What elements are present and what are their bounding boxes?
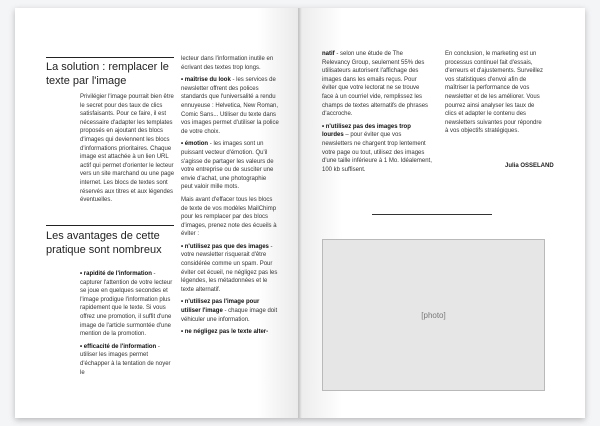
bullet-texte-alternatif (181, 328, 279, 337)
bullet-look-text: - les services de newsletter offrent des polices standards que l'universalité a rendu ennuyeuse : Helvetica, New Roman, Comic Sans... Utiliser du texte dans vos images permet d'utiliser la police de votre choix. (181, 77, 279, 135)
author-signature: Julia OSSELAND (505, 163, 554, 169)
bullet-rapidite-text: - capturer l'attention de votre lecteur se joue en quelques secondes et l'image prodigue l'information plus rapidement que le texte. Si vous offrez une promotion, il suffit d'une image de l'article surmontée d'une mention de la promotion. (80, 271, 173, 338)
bullet-emotion (181, 140, 279, 192)
paragraph-solution-text: Privilégier l'image pourrait bien être le secret pour des taux de clics satisfaisants. Pour ce faire, il est nécessaire d'adapter les templates proposés en ajoutant des blocs d'images qui deviennent les blocs d'informations prioritaires. Chaque image est attachée à un lien URL actif qui permet d'orienter le lecteur vers un site marchand ou une page internet. Les blocs de textes sont réservés aux titres et aux légendes éventuelles. (80, 94, 175, 204)
bullet-que-images-title: • n'utilisez pas que des images (181, 243, 269, 250)
bullet-efficacite-title: • efficacité de l'information (80, 343, 157, 350)
column-middle (181, 55, 279, 341)
bullet-look (181, 76, 279, 136)
bullet-list-left (80, 270, 175, 381)
spine-shadow (298, 8, 302, 418)
bullet-look-title: • maîtrise du look (181, 77, 231, 84)
column-right-1 (322, 50, 432, 178)
bullet-images-lourdes (322, 123, 432, 175)
bullet-image-pour-image-title: • n'utilisez pas l'image pour utiliser l'image (181, 299, 260, 315)
photo-couple-laptop (322, 239, 545, 391)
heading-rule-top (46, 57, 174, 58)
bullet-emotion-text: - les images sont un puissant vecteur d'émotion. Qu'il s'agisse de partager les valeurs de votre entreprise ou de susciter une envie d'achat, une photographie peut valoir mille mots. (181, 141, 274, 191)
heading-solution: La solution : remplacer le texte par l'image (46, 61, 169, 87)
bullet-rapidite-title: • rapidité de l'information (80, 271, 152, 277)
bullet-efficacite-text: - utiliser les images permet d'échapper à la tentation de noyer le (80, 343, 171, 376)
bullet-texte-alternatif-title: • ne négligez pas le texte alter- (181, 329, 269, 336)
natif-text: - selon une étude de The Relevancy Group, seulement 55% des utilisateurs autorisent l'affichage des images dans les emails reçus. Pour éviter que votre lectorat ne se trouve face à un courriel vide, remplissez les champs de textes alternatifs de phrases d'accroche. (322, 51, 429, 118)
bullet-images-lourdes-title: • n'utilisez pas des images trop lourdes (322, 123, 411, 139)
bullet-que-images-text: - votre newsletter risquerait d'être considérée comme un spam. Pour éviter cet écueil, ne négligez pas les légendes, les métadonnées et le texte alternatif. (181, 243, 278, 293)
bullet-rapidite (80, 270, 175, 339)
bullet-efficacite (80, 343, 175, 377)
paragraph-solution (80, 93, 175, 209)
divider-rule (372, 214, 492, 215)
natif-lead: natif (322, 51, 335, 57)
column-right-2 (445, 50, 545, 140)
bullet-que-images (181, 243, 279, 295)
bullet-images-lourdes-text: – pour éviter que vos newsletters ne chargent trop lentement votre page ou tout, utilisez des images d'une taille inférieure à 1 Mo. Idéalement, 100 kb suffisent. (322, 132, 432, 173)
heading-advantages: Les avantages de cette pratique sont nombreux (46, 230, 162, 256)
heading-rule-advantages (46, 225, 174, 226)
paragraph-ecueils: Mais avant d'effacer tous les blocs de texte de vos modèles MailChimp pour les remplacer par des blocs d'images, prenez note des écueils à éviter : (181, 196, 277, 238)
continued-paragraph: lecteur dans l'information inutile en écrivant des textes trop longs. (181, 56, 274, 71)
bullet-image-pour-image (181, 298, 279, 324)
bullet-image-pour-image-text: - chaque image doit véhiculer une information. (181, 308, 278, 323)
bullet-emotion-title: • émotion (181, 141, 209, 148)
paragraph-natif (322, 50, 432, 119)
paragraph-conclusion: En conclusion, le marketing est un processus continuel fait d'essais, d'erreurs et d'ajustements. Surveillez vos statistiques d'envoi afin de maîtriser la performance de vos newsletter et de les améliorer. Vous pourrez ainsi analyser les taux de clics et adapter le contenu des newsletters suivantes pour répondre à vos objectifs stratégiques. (445, 51, 544, 135)
photo-placeholder-label: [photo] (421, 310, 446, 320)
